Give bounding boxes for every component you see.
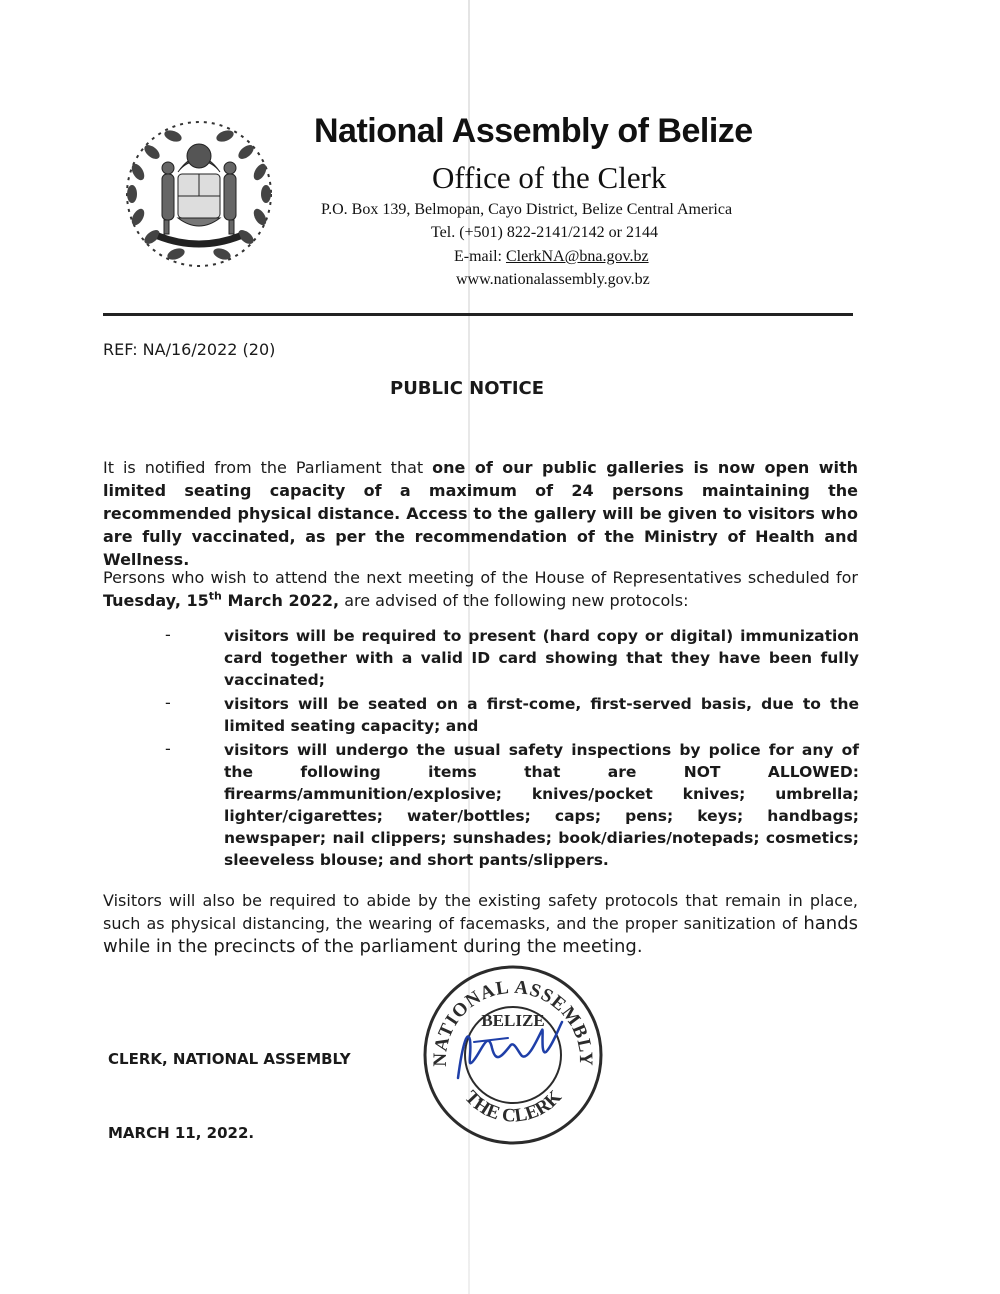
website-link[interactable]: www.nationalassembly.gov.bz [456,271,650,288]
notice-date: MARCH 11, 2022. [108,1124,255,1142]
bullet-dash: - [165,625,171,644]
meeting-date-day: Tuesday, 15 [103,591,209,610]
bullet-dash: - [165,739,171,758]
p3-main: Visitors will also be required to abide by the existing safety protocols that remain in place, such as physical distancing, the wearing of facemasks, and the proper sanitization of [103,891,858,933]
email-link[interactable]: ClerkNA@bna.gov.bz [505,248,649,265]
seal-top-text: NATIONAL ASSEMBLY [429,976,597,1067]
p1-bold: one of our public galleries is now open with limited seating capacity of a maximum of 24 persons maintaining the recommended physical distance. Access to the gallery will be given to visitors who are fully vaccinated, as per the recommendation of the Ministry of Health and Wellness. [103,458,859,569]
seal-inner-text: BELIZE [481,1011,545,1030]
meeting-date [103,591,339,610]
protocol-text: visitors will be seated on a first-come, first-served basis, due to the limited seating capacity; and [224,695,859,735]
postal-address: P.O. Box 139, Belmopan, Cayo District, Belize Central America [321,201,733,218]
assembly-title: National Assembly of Belize [314,112,753,150]
paragraph-gallery-opening [103,456,858,571]
p3-tail: hands while in the precincts of the parliament during the meeting. [103,913,858,957]
email-label: E-mail: [454,248,506,265]
signatory-role: CLERK, NATIONAL ASSEMBLY [108,1050,351,1068]
office-name: Office of the Clerk [432,160,667,195]
p1-intro: It is notified from the Parliament that [103,458,433,477]
paragraph-protocols-intro [103,566,858,612]
clerk-signature [458,1022,562,1078]
p2-intro: Persons who wish to attend the next meeting of the House of Representatives scheduled for [103,568,858,587]
meeting-date-rest: March 2022, [221,591,340,610]
clerk-seal-stamp [418,960,608,1150]
notice-title: PUBLIC NOTICE [390,378,545,399]
belize-coat-of-arms-icon [118,112,280,277]
protocol-text: visitors will undergo the usual safety inspections by police for any of the following items that are NOT ALLOWED: firearms/ammunition/explosive; knives/pocket knives; umbrella; lighter/cigarettes; water/bottles; caps; pens; keys; handbags; newspaper; nail clippers; sunshades; book/diaries/notepads; cosmetics; sleeveless blouse; and short pants/slippers. [224,741,859,869]
bullet-dash: - [165,693,171,712]
paragraph-safety-protocols [103,889,858,958]
p2-outro: are advised of the following new protocols: [339,591,689,610]
header-divider [103,313,853,316]
telephone: Tel. (+501) 822-2141/2142 or 2144 [431,224,658,241]
seal-bottom-text: THE CLERK [460,1086,566,1127]
email-line [454,248,649,266]
meeting-date-suffix: th [208,589,222,603]
protocol-text: visitors will be required to present (hard copy or digital) immunization card together with a valid ID card showing that they have been fully vaccinated; [224,627,859,689]
reference-number: REF: NA/16/2022 (20) [103,340,276,359]
